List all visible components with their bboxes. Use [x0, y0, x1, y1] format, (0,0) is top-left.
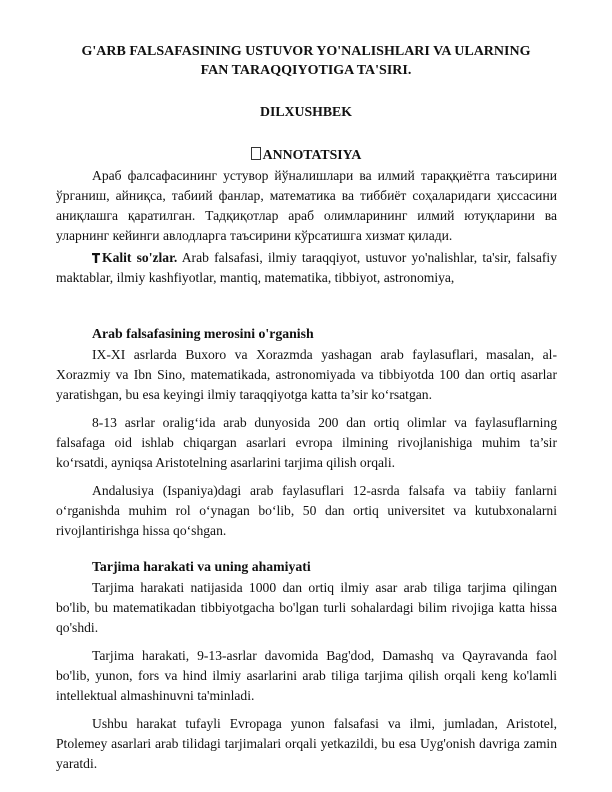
author-name: DILXUSHBEK: [259, 104, 352, 119]
section1-paragraph-3: Andalusiya (Ispaniya)dagi arab faylasuflari 12-asrda falsafa va tabiiy fanlarni o‘rganishda muhim rol o‘ynagan bo‘lib, 50 dan ortiq universitet va kutubxonalarni rivojlantirishga hissa qo‘shgan.: [56, 483, 557, 538]
section2-paragraph-3: Ushbu harakat tufayli Evropaga yunon falsafasi va ilmi, jumladan, Aristotel, Ptolemey asarlari arab tilidagi tarjimalari orqali yetkazildi, bu esa Uyg'onish davriga zamin yaratdi.: [56, 716, 557, 771]
keywords-list: Arab falsafasi, ilmiy taraqqiyot, ustuvor yo'nalishlar, ta'sir, falsafiy maktablar, ilmiy kashfiyotlar, mantiq, matematika, tibbiyot, astronomiya,: [56, 250, 557, 285]
title-line-1: G'ARB FALSAFASINING USTUVOR YO'NALISHLARI VA ULARNING: [81, 44, 531, 59]
title-line-2: FAN TARAQQIYOTIGA TA'SIRI.: [200, 63, 412, 78]
section2-paragraph-1: Tarjima harakati natijasida 1000 dan ortiq ilmiy asar arab tiliga tarjima qilingan bo'lib, bu matematikadan tibbiyotgacha bo'lgan turli sohalardagi bilim rivojiga katta hissa qo'shdi.: [56, 580, 557, 635]
annotation-heading-text: ANNOTATSIYA: [262, 147, 362, 162]
section-heading-arab-heritage: Arab falsafasining merosini o'rganish: [92, 326, 314, 341]
keywords-paragraph: [56, 248, 557, 288]
annotation-text: Араб фалсафасининг устувор йўналишлари ва илмий тараққиётга таъсирини ўрганиш, айниқса, табиий фанлар, математика ва тиббиёт соҳаларидаги ҳиссасини аниқлашга қаратилган. Тадқиқотлар араб олимларининг илмий ютуқларини ва уларнинг кейинги авлодларга таъсирини кўрсатишга хизмат қилади.: [56, 168, 557, 243]
section2-paragraph-2: Tarjima harakati, 9-13-asrlar davomida Bag'dod, Damashq va Qayravanda faol bo'lib, yunon, fors va hind ilmiy asarlarini arab tiliga tarjima qilish orqali keng ko'lamli intellektual almashinuvni ta'minladi.: [56, 648, 557, 703]
section1-paragraph-2: 8-13 asrlar oralig‘ida arab dunyosida 200 dan ortiq olimlar va faylasuflarning falsafaga oid ishlab chiqargan asarlari evropa ilmining rivojlanishiga muhim ta’sir ko‘rsatdi, ayniqsa Aristotelning asarlarini tarjima qilish orqali.: [56, 415, 557, 470]
keywords-label: Kalit so'zlar.: [102, 250, 178, 265]
annotation-heading: [56, 147, 556, 163]
key-icon: [92, 253, 100, 263]
placeholder-glyph-icon: [251, 147, 261, 160]
section1-paragraph-1: IX-XI asrlarda Buxoro va Xorazmda yashagan arab faylasuflari, masalan, al-Xorazmiy va Ibn Sino, matematikada, astronomiyada va tibbiyotda 100 dan ortiq asarlar yaratishgan, bu esa keyingi ilmiy taraqqiyotga katta ta’sir ko‘rsatgan.: [56, 347, 557, 402]
document-title: [56, 42, 556, 80]
section-heading-translation: Tarjima harakati va uning ahamiyati: [92, 559, 311, 574]
